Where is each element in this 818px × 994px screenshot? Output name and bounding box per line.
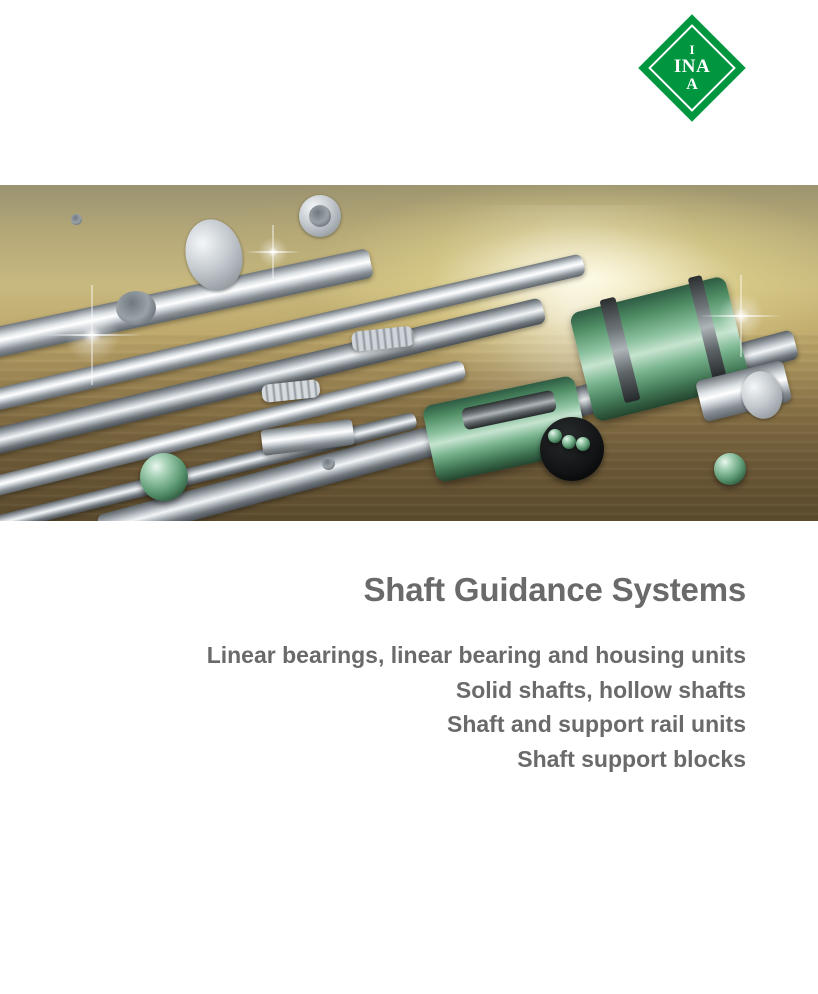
ina-logo: [638, 14, 746, 122]
shaft-bore-hole: [71, 214, 82, 225]
green-ball-left: [140, 453, 188, 501]
cover-hero-image: [0, 185, 818, 521]
cover-subtitle-list: [0, 638, 746, 776]
shaft-bore-hole: [116, 291, 156, 325]
cover-text-block: [0, 572, 818, 776]
page-title: Shaft Guidance Systems: [363, 571, 746, 608]
cover-subtitle: Shaft and support rail units: [446, 711, 746, 738]
cover-subtitle: Linear bearings, linear bearing and housing units: [206, 642, 746, 669]
ball-bearing: [562, 435, 576, 449]
shaft-bore-hole: [322, 457, 335, 470]
cover-subtitle: Solid shafts, hollow shafts: [455, 676, 746, 703]
shaft-bore-hole: [309, 205, 331, 227]
ball-bearing: [576, 437, 590, 451]
logo-wordmark: [638, 14, 746, 122]
logo-line-1: I: [689, 42, 695, 57]
ball-bearing: [548, 429, 562, 443]
cover-subtitle: Shaft support blocks: [517, 745, 746, 772]
ball-bearing-row: [540, 417, 604, 481]
green-ball-right: [714, 453, 746, 485]
logo-line-2: INA: [673, 56, 711, 77]
logo-line-3: A: [686, 76, 698, 93]
